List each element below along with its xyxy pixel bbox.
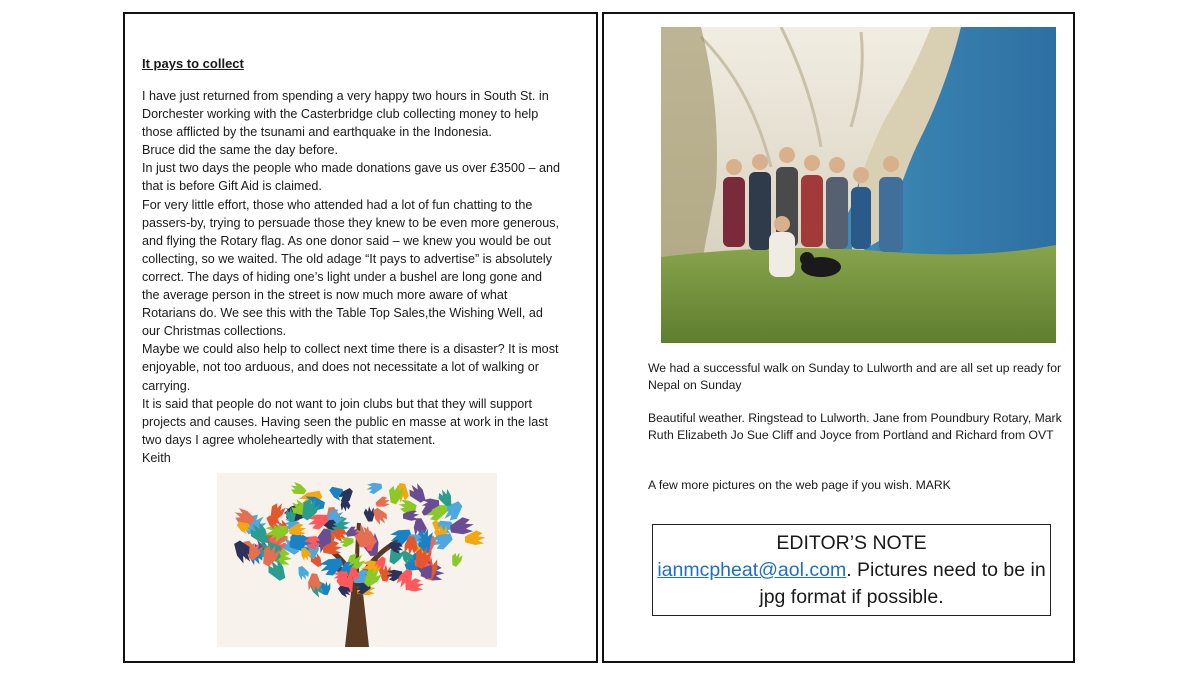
walk-details: Beautiful weather. Ringstead to Lulworth. Jane from Poundbury Rotary, Mark Ruth Elizabeth Jo Sue Cliff and Joyce from Portland and Richard from OVT [648, 411, 1062, 442]
hand-leaf-icon [364, 506, 375, 521]
left-page [123, 12, 598, 663]
photo-caption: We had a successful walk on Sunday to Lulworth and are all set up ready for Nepal on Sunday [648, 361, 1062, 392]
editors-note-text [653, 557, 1050, 611]
article-paragraph: Bruce did the same the day before. [142, 143, 339, 158]
editors-note-box [652, 524, 1051, 616]
article-title: It pays to collect [142, 56, 244, 71]
editors-note-instructions: . Pictures need to be in jpg format if possible. [759, 559, 1046, 608]
article-paragraph: In just two days the people who made donations gave us over £3500 – and that is before Gift Aid is claimed. [142, 161, 560, 194]
editor-email-link[interactable]: ianmcpheat@aol.com [657, 559, 847, 581]
hand-leaf-icon [366, 482, 383, 495]
landscape-photo-icon [661, 27, 1056, 343]
article-paragraph: For very little effort, those who attended had a lot of fun chatting to the passers-by, trying to persuade those they knew to be even more generous, and flying the Rotary flag. As one donor said – we knew you would be out collecting, so we waited. The old adage “It pays to advertise” is absolutely correct. The days of hiding one’s light under a bushel are long gone and the average person in the street is now much more aware of what Rotarians do. We see this with the Table Top Sales,the Wishing Well, ad our Christmas collections. [142, 197, 559, 339]
hands-tree-illustration [217, 473, 497, 647]
article-signature: Keith [142, 450, 171, 465]
article-body [142, 87, 562, 467]
article-paragraph: Maybe we could also help to collect next time there is a disaster? It is most enjoyable, not too arduous, and does not necessitate a lot of walking or carrying. [142, 342, 559, 393]
hand-leaf-icon [449, 550, 464, 567]
hand-leaf-icon [375, 495, 391, 508]
walkers-photo [661, 27, 1056, 343]
more-pictures-note: A few more pictures on the web page if you wish. MARK [648, 478, 951, 492]
article-paragraph: I have just returned from spending a very happy two hours in South St. in Dorchester working with the Casterbridge club collecting money to help those afflicted by the tsunami and earthquake in the Indonesia. [142, 89, 549, 140]
article-paragraph: It is said that people do not want to join clubs but that they will support projects and causes. Having seen the public en masse at work in the last two days I agree wholeheartedly with that statement. [142, 396, 549, 447]
hand-leaf-icon [339, 537, 354, 548]
editors-note-heading: EDITOR’S NOTE [776, 532, 927, 554]
tree-icon [217, 473, 497, 647]
right-page [602, 12, 1075, 663]
hand-leaf-icon [296, 565, 310, 582]
